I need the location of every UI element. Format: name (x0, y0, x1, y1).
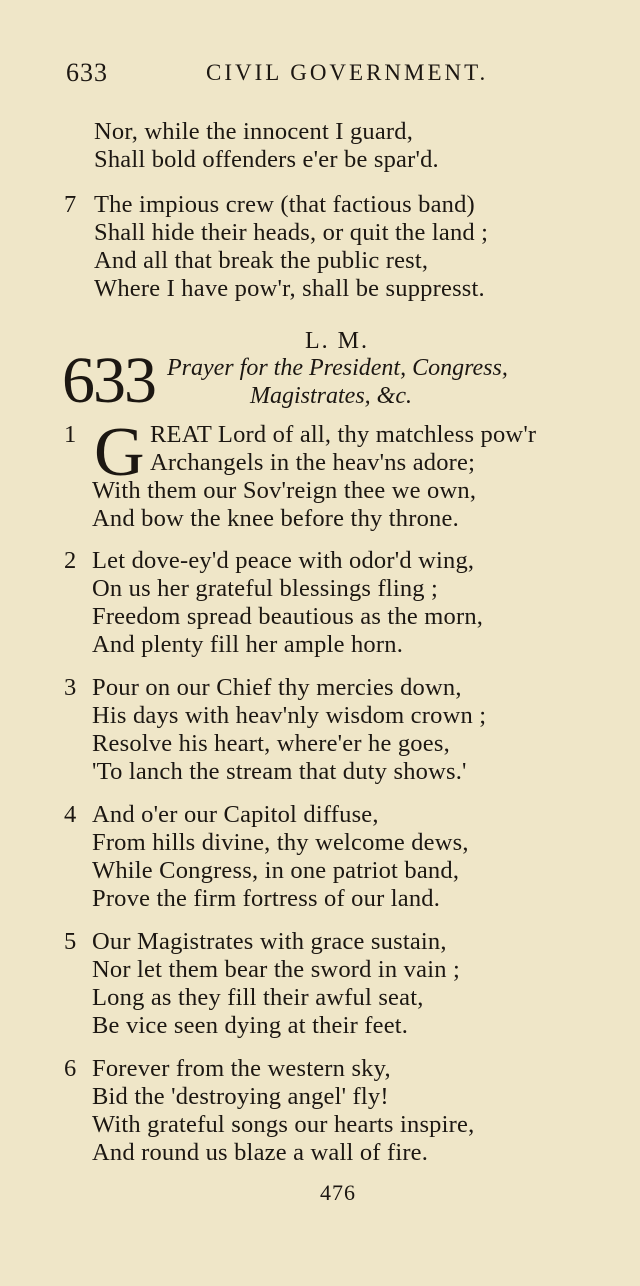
verse-line: 'To lanch the stream that duty shows.' (92, 758, 467, 785)
verse-line: Shall hide their heads, or quit the land ; (94, 219, 489, 246)
verse-line: With them our Sov'reign thee we own, (92, 477, 477, 504)
verse-line: From hills divine, thy welcome dews, (92, 829, 469, 856)
verse-line: And bow the knee before thy throne. (92, 505, 459, 532)
hymn-title-line-1: Prayer for the President, Congress, (167, 355, 508, 381)
verse-line: Let dove-ey'd peace with odor'd wing, (92, 547, 475, 574)
verse-line: Where I have pow'r, shall be suppresst. (94, 275, 485, 302)
verse-number: 4 (64, 801, 77, 828)
running-header (66, 58, 586, 94)
verse-line: Resolve his heart, where'er he goes, (92, 730, 450, 757)
verse-line: Our Magistrates with grace sustain, (92, 928, 447, 955)
drop-cap: G (94, 414, 145, 491)
verse-line: And all that break the public rest, (94, 247, 429, 274)
hymn-number: 633 (62, 344, 155, 417)
verse-line: The impious crew (that factious band) (94, 191, 475, 218)
verse-line: Be vice seen dying at their feet. (92, 1012, 409, 1039)
verse-number: 1 (64, 421, 77, 448)
verse-line: Prove the firm fortress of our land. (92, 885, 441, 912)
verse-line: REAT Lord of all, thy matchless pow'r (150, 421, 537, 448)
header-page-number: 633 (66, 58, 108, 87)
running-title: CIVIL GOVERNMENT. (206, 60, 489, 85)
verse-line: On us her grateful blessings fling ; (92, 575, 439, 602)
verse-number: 6 (64, 1055, 77, 1082)
continuation-line-1: Nor, while the innocent I guard, (94, 118, 414, 145)
verse-number: 7 (64, 191, 77, 218)
verse-number: 2 (64, 547, 77, 574)
hymn-meter: L. M. (305, 328, 369, 354)
verse-line: Pour on our Chief thy mercies down, (92, 674, 462, 701)
verse-line: Nor let them bear the sword in vain ; (92, 956, 460, 983)
verse-line: Bid the 'destroying angel' fly! (92, 1083, 389, 1110)
verse-line: With grateful songs our hearts inspire, (92, 1111, 475, 1138)
verse-line: Archangels in the heav'ns adore; (150, 449, 476, 476)
continuation-line-2: Shall bold offenders e'er be spar'd. (94, 146, 439, 173)
verse-line: And round us blaze a wall of fire. (92, 1139, 429, 1166)
verse-line: And plenty fill her ample horn. (92, 631, 404, 658)
verse-line: His days with heav'nly wisdom crown ; (92, 702, 487, 729)
page-folio: 476 (320, 1180, 356, 1205)
verse-line: While Congress, in one patriot band, (92, 857, 460, 884)
hymn-title-line-2: Magistrates, &c. (250, 383, 412, 409)
verse-number: 5 (64, 928, 77, 955)
verse-line: Freedom spread beautious as the morn, (92, 603, 484, 630)
verse-number: 3 (64, 674, 77, 701)
verse-line: Long as they fill their awful seat, (92, 984, 424, 1011)
verse-line: Forever from the western sky, (92, 1055, 391, 1082)
verse-line: And o'er our Capitol diffuse, (92, 801, 379, 828)
